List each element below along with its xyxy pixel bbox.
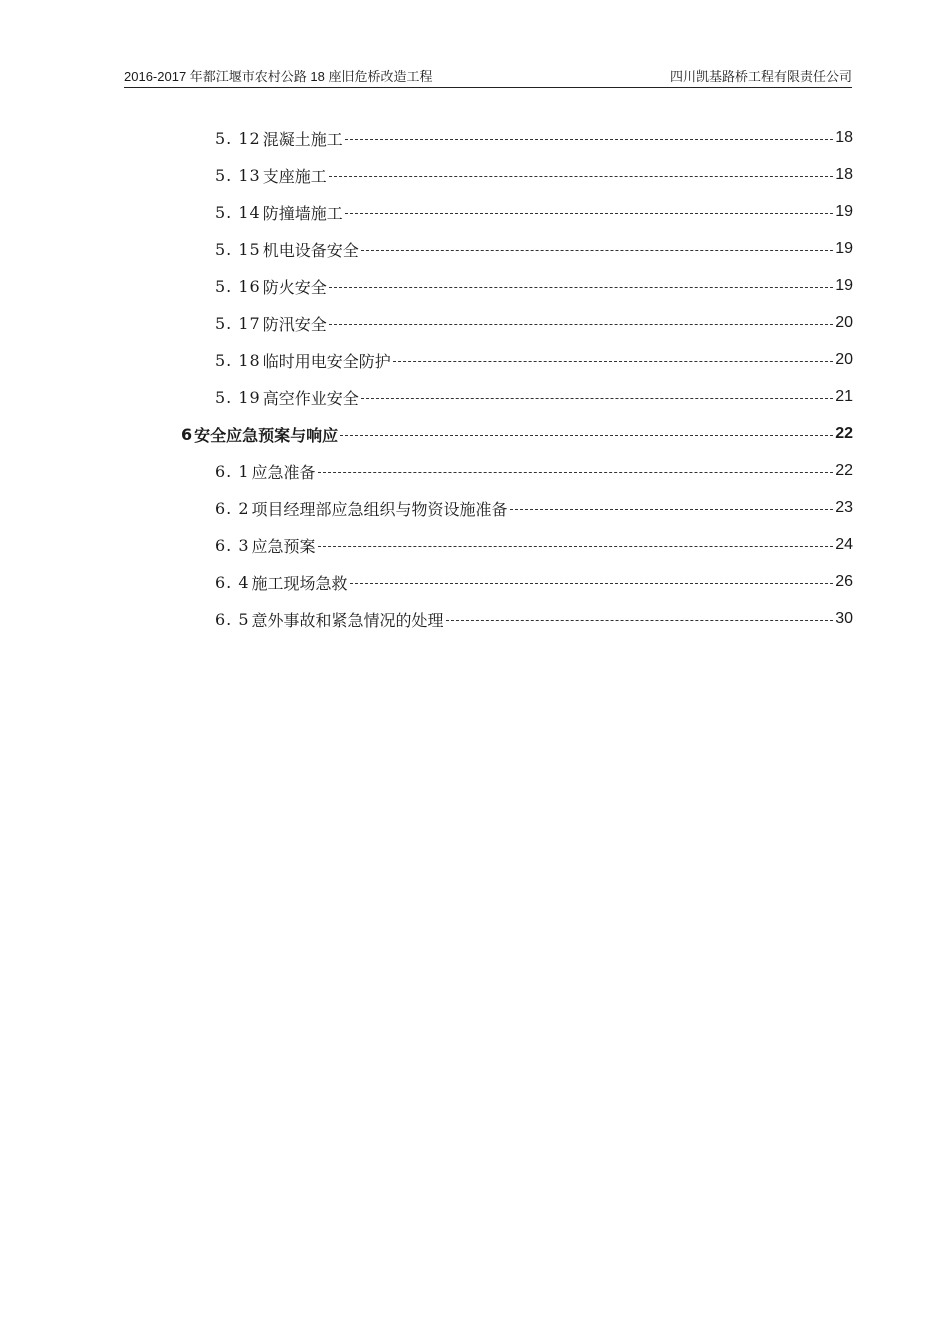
toc-entry[interactable] [215,532,853,558]
toc-entry-title: 临时用电安全防护 [262,351,391,371]
toc-chapter-entry[interactable] [181,421,853,447]
toc-entry-title: 防汛安全 [262,314,327,334]
toc-entry-page: 19 [835,240,853,257]
toc-entry-title: 应急准备 [251,462,316,482]
toc-entry[interactable] [215,125,853,151]
toc-entry[interactable] [215,347,853,373]
toc-entry-title: 机电设备安全 [262,240,359,260]
toc-entry[interactable] [215,199,853,225]
toc-entry-number: 6. 2 [215,498,250,518]
toc-entry[interactable] [215,458,853,484]
toc-entry[interactable] [215,569,853,595]
toc-entry-title: 混凝土施工 [262,129,343,149]
toc-entry-page: 22 [835,425,853,442]
toc-leader [350,583,834,584]
toc-entry-number: 5. 14 [215,202,261,222]
header-company-name: 四川凯基路桥工程有限责任公司 [669,70,852,85]
toc-entry-page: 18 [835,166,853,183]
toc-entry[interactable] [215,273,853,299]
toc-entry-number: 5. 16 [215,276,261,296]
toc-entry-title: 防火安全 [262,277,327,297]
toc-entry-page: 21 [835,388,853,405]
toc-leader [318,546,834,547]
toc-entry-title: 安全应急预案与响应 [194,425,339,445]
toc-entry[interactable] [215,606,853,632]
toc-entry[interactable] [215,162,853,188]
toc-leader [329,176,833,177]
toc-entry[interactable] [215,310,853,336]
toc-leader [361,398,833,399]
toc-leader [446,620,834,621]
toc-entry-page: 18 [835,129,853,146]
toc-entry-page: 20 [835,314,853,331]
toc-entry-page: 24 [835,536,853,553]
toc-entry-number: 5. 17 [215,313,261,333]
toc-entry-page: 20 [835,351,853,368]
toc-leader [340,435,833,436]
toc-leader [510,509,834,510]
toc-leader [329,324,833,325]
toc-entry[interactable] [215,384,853,410]
toc-leader [393,361,833,362]
header-project-title: 2016-2017 年都江堰市农村公路 18 座旧危桥改造工程 [124,69,433,84]
toc-leader [345,139,833,140]
toc-entry-page: 23 [835,499,853,516]
toc-entry-page: 19 [835,203,853,220]
toc-entry-number: 5. 12 [215,128,261,148]
toc-entry-number: 5. 13 [215,165,261,185]
toc-entry-page: 26 [835,573,853,590]
toc-leader [361,250,833,251]
toc-entry-number: 5. 15 [215,239,261,259]
toc-leader [318,472,834,473]
toc-entry-page: 22 [835,462,853,479]
toc-entry-title: 支座施工 [262,166,327,186]
toc-leader [329,287,833,288]
toc-entry-page: 30 [835,610,853,627]
toc-leader [345,213,833,214]
toc-entry-title: 高空作业安全 [262,388,359,408]
toc-entry-number: 5. 18 [215,350,261,370]
toc-entry[interactable] [215,236,853,262]
toc-entry-title: 意外事故和紧急情况的处理 [251,610,444,630]
toc-entry[interactable] [215,495,853,521]
toc-entry-number: 6. 5 [215,609,250,629]
toc-entry-number: 5. 19 [215,387,261,407]
toc-entry-number: 6. 4 [215,572,250,592]
page-header [124,64,852,88]
toc-entry-title: 防撞墙施工 [262,203,343,223]
toc-entry-number: 6 [181,424,193,444]
toc-entry-number: 6. 3 [215,535,250,555]
toc-entry-page: 19 [835,277,853,294]
toc-entry-number: 6. 1 [215,461,250,481]
toc-entry-title: 施工现场急救 [251,573,348,593]
toc-entry-title: 项目经理部应急组织与物资设施准备 [251,499,508,519]
toc-entry-title: 应急预案 [251,536,316,556]
